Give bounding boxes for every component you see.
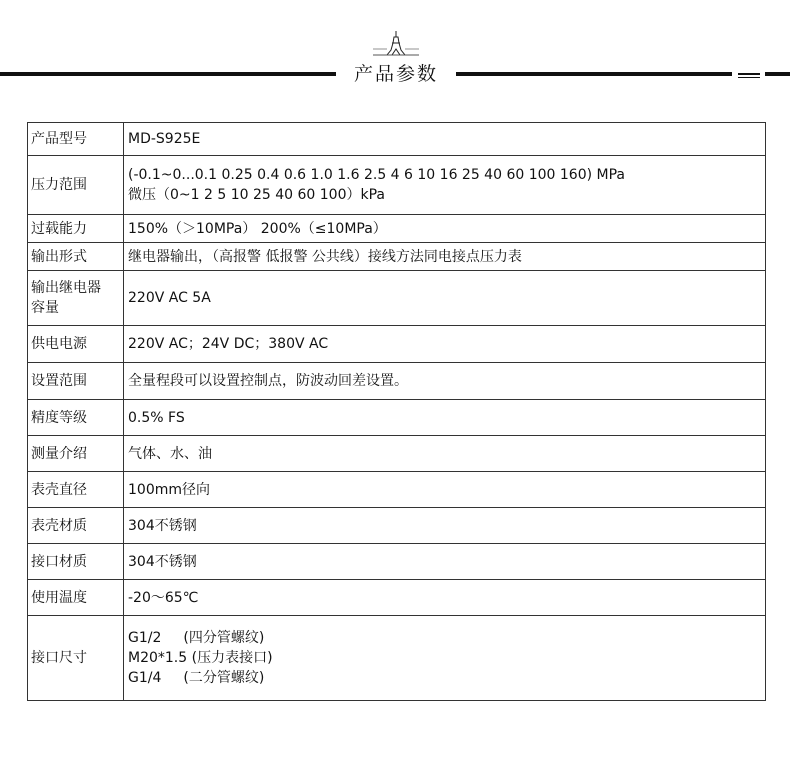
port-size-code: G1/4 [128, 670, 162, 686]
row-value: 220V AC 5A [124, 271, 766, 326]
row-value: 220V AC；24V DC；380V AC [124, 326, 766, 363]
row-label: 精度等级 [28, 400, 124, 436]
row-value: 304不锈钢 [124, 508, 766, 544]
spec-table [27, 122, 766, 701]
eiffel-tower-icon [373, 30, 419, 56]
value-line: (-0.1~0...0.1 0.25 0.4 0.6 1.0 1.6 2.5 4 6 10 16 25 40 60 100 160) MPa [128, 167, 625, 183]
row-value: 0.5% FS [124, 400, 766, 436]
table-row-case-diameter [28, 472, 766, 508]
row-value: 气体、水、油 [124, 436, 766, 472]
row-label [28, 271, 124, 326]
row-value: -20～65℃ [124, 580, 766, 616]
port-size-line [128, 668, 761, 688]
table-row-port-size [28, 616, 766, 701]
table-row-case-material [28, 508, 766, 544]
port-size-desc: (四分管螺纹) [183, 630, 265, 646]
row-label: 接口尺寸 [28, 616, 124, 701]
row-label: 使用温度 [28, 580, 124, 616]
table-row-overload [28, 215, 766, 243]
row-label: 过载能力 [28, 215, 124, 243]
row-label: 压力范围 [28, 156, 124, 215]
port-size-desc: (压力表接口) [191, 650, 273, 666]
row-value [124, 156, 766, 215]
table-row-setting-range [28, 363, 766, 400]
table-row-pressure-range [28, 156, 766, 215]
row-label: 输出形式 [28, 243, 124, 271]
row-label: 测量介绍 [28, 436, 124, 472]
row-label: 表壳材质 [28, 508, 124, 544]
port-size-desc: (二分管螺纹) [183, 670, 265, 686]
port-size-line [128, 648, 761, 668]
table-row-media [28, 436, 766, 472]
row-label: 产品型号 [28, 123, 124, 156]
value-line: 微压（0~1 2 5 10 25 40 60 100）kPa [128, 187, 385, 203]
row-value: 继电器输出，（高报警 低报警 公共线）接线方法同电接点压力表 [124, 243, 766, 271]
port-size-code: G1/2 [128, 630, 162, 646]
section-title: 产品参数 [353, 63, 438, 85]
label-line: 输出继电器 [31, 280, 101, 296]
table-row-accuracy [28, 400, 766, 436]
row-label: 设置范围 [28, 363, 124, 400]
row-label: 供电电源 [28, 326, 124, 363]
table-row-relay-capacity [28, 271, 766, 326]
label-line: 容量 [31, 300, 59, 316]
table-row-port-material [28, 544, 766, 580]
row-value: 100mm径向 [124, 472, 766, 508]
header-rule-end [765, 72, 790, 76]
header-rule-double-lower [738, 77, 760, 78]
table-row-temperature [28, 580, 766, 616]
section-header [0, 0, 790, 110]
table-row-model [28, 123, 766, 156]
row-value: 全量程段可以设置控制点，防波动回差设置。 [124, 363, 766, 400]
port-size-line [128, 628, 761, 648]
row-value: 304不锈钢 [124, 544, 766, 580]
row-value: 150%（＞10MPa） 200%（≤10MPa） [124, 215, 766, 243]
row-label: 接口材质 [28, 544, 124, 580]
row-value [124, 616, 766, 701]
row-label: 表壳直径 [28, 472, 124, 508]
header-rule-double [738, 73, 760, 75]
port-size-code: M20*1.5 [128, 650, 188, 666]
table-row-power-supply [28, 326, 766, 363]
table-row-output [28, 243, 766, 271]
row-value: MD-S925E [124, 123, 766, 156]
header-rule-left [0, 72, 336, 76]
header-rule-right [456, 72, 732, 76]
